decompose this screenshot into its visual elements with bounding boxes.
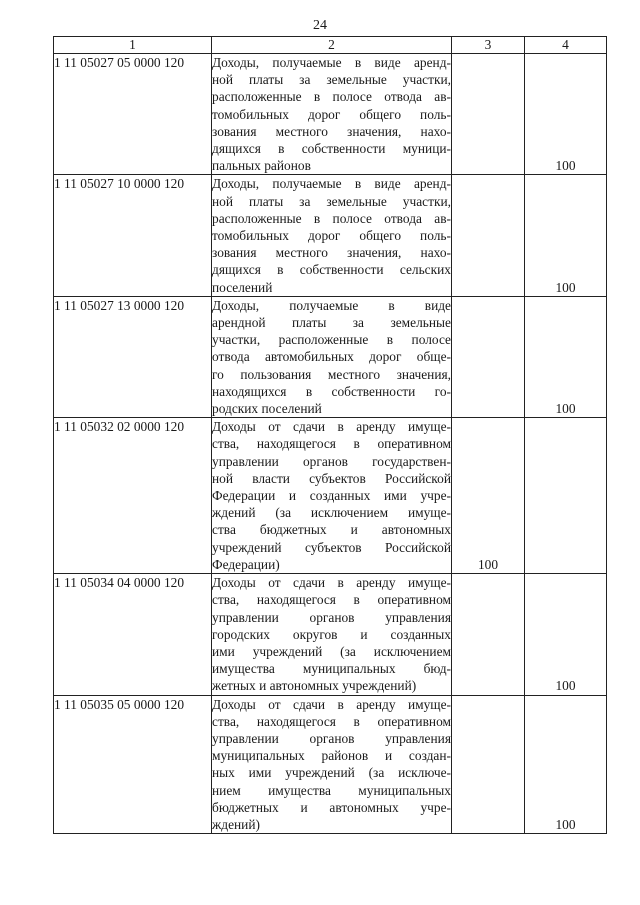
description-line: родских поселений <box>212 401 322 417</box>
description-line: поселений <box>212 279 273 295</box>
budget-code-cell: 1 11 05027 05 0000 120 <box>54 54 212 175</box>
table-row <box>54 574 607 695</box>
table-row <box>54 175 607 296</box>
description-line: ждений (за исключением имуще- <box>212 505 451 521</box>
table-body <box>54 54 607 834</box>
value-col-4-cell <box>525 695 607 834</box>
value-col-3-cell <box>452 418 525 574</box>
budget-code-cell: 1 11 05032 02 0000 120 <box>54 418 212 574</box>
description-line: учреждений субъектов Российской <box>212 539 451 555</box>
description-line: Доходы от сдачи в аренду имуще- <box>212 575 451 591</box>
description-line: Доходы от сдачи в аренду имуще- <box>212 696 451 712</box>
description-line: ства, находящегося в оперативном <box>212 713 451 729</box>
value-col-3: 100 <box>477 556 499 572</box>
description-line: дящихся в собственности сельских <box>212 262 451 278</box>
description-cell <box>212 574 452 695</box>
value-col-4-cell <box>525 574 607 695</box>
description-line: го пользования местного значения, <box>212 366 451 382</box>
description-cell <box>212 175 452 296</box>
description-line: имущества муниципальных бюд- <box>212 661 451 677</box>
value-col-3-cell <box>452 574 525 695</box>
description-line: расположенные в полосе отвода ав- <box>212 89 451 105</box>
description-line: управлении органов управления <box>212 609 451 625</box>
description-line: жетных и автономных учреждений) <box>212 678 417 694</box>
description-cell <box>212 296 452 417</box>
description-line: зования местного значения, нахо- <box>212 123 451 139</box>
header-col-1: 1 <box>54 37 212 54</box>
table-row <box>54 296 607 417</box>
description-line: ства, находящегося в оперативном <box>212 436 451 452</box>
description-line: дящихся в собственности муници- <box>212 141 451 157</box>
table-header-row <box>54 37 607 54</box>
value-col-4-cell <box>525 175 607 296</box>
revenue-codes-table <box>53 36 607 834</box>
description-line: ных ими учреждений (за исключе- <box>212 765 451 781</box>
description-cell <box>212 54 452 175</box>
description-line: нием имущества муниципальных <box>212 782 451 798</box>
value-col-4-cell <box>525 296 607 417</box>
description-line: муниципальных районов и создан- <box>212 748 451 764</box>
description-line: Доходы, получаемые в виде <box>212 297 451 313</box>
description-line: томобильных дорог общего поль- <box>212 228 451 244</box>
description-cell <box>212 418 452 574</box>
value-col-4: 100 <box>555 678 576 694</box>
budget-code-cell: 1 11 05027 13 0000 120 <box>54 296 212 417</box>
description-line: ждений) <box>212 816 260 832</box>
description-line: находящихся в собственности го- <box>212 383 451 399</box>
description-line: участки, расположенные в полосе <box>212 332 451 348</box>
description-line: ной власти субъектов Российской <box>212 470 451 486</box>
table-row <box>54 418 607 574</box>
value-col-3-cell <box>452 54 525 175</box>
description-line: бюджетных и автономных учре- <box>212 799 451 815</box>
description-line: ства, находящегося в оперативном <box>212 592 451 608</box>
description-cell <box>212 695 452 834</box>
value-col-4: 100 <box>555 279 576 295</box>
page-number: 24 <box>313 18 327 33</box>
description-line: отвода автомобильных дорог обще- <box>212 349 451 365</box>
description-line: ства бюджетных и автономных <box>212 522 451 538</box>
value-col-4: 100 <box>555 816 576 832</box>
value-col-4: 100 <box>555 158 576 174</box>
description-line: арендной платы за земельные <box>212 315 451 331</box>
table-row <box>54 695 607 834</box>
header-col-4: 4 <box>525 37 607 54</box>
value-col-3-cell <box>452 695 525 834</box>
description-line: ной платы за земельные участки, <box>212 193 451 209</box>
description-line: городских округов и созданных <box>212 626 451 642</box>
value-col-3-cell <box>452 175 525 296</box>
description-line: Доходы, получаемые в виде аренд- <box>212 55 451 70</box>
description-line: Федерации и созданных ими учре- <box>212 488 451 504</box>
description-line: расположенные в полосе отвода ав- <box>212 210 451 226</box>
description-line: ной платы за земельные участки, <box>212 72 451 88</box>
description-line: зования местного значения, нахо- <box>212 245 451 261</box>
description-line: Федерации) <box>212 556 280 572</box>
budget-code-cell: 1 11 05035 05 0000 120 <box>54 695 212 834</box>
description-line: ими учреждений (за исключением <box>212 643 451 659</box>
header-col-2: 2 <box>212 37 452 54</box>
budget-code-cell: 1 11 05027 10 0000 120 <box>54 175 212 296</box>
description-line: Доходы от сдачи в аренду имуще- <box>212 419 451 435</box>
description-line: томобильных дорог общего поль- <box>212 106 451 122</box>
value-col-4-cell <box>525 54 607 175</box>
description-line: пальных районов <box>212 158 311 174</box>
value-col-4-cell <box>525 418 607 574</box>
description-line: Доходы, получаемые в виде аренд- <box>212 176 451 192</box>
budget-code-cell: 1 11 05034 04 0000 120 <box>54 574 212 695</box>
value-col-4: 100 <box>555 401 576 417</box>
header-col-3: 3 <box>452 37 525 54</box>
table-row <box>54 54 607 175</box>
description-line: управлении органов управления <box>212 730 451 746</box>
description-line: управлении органов государствен- <box>212 453 451 469</box>
value-col-3-cell <box>452 296 525 417</box>
